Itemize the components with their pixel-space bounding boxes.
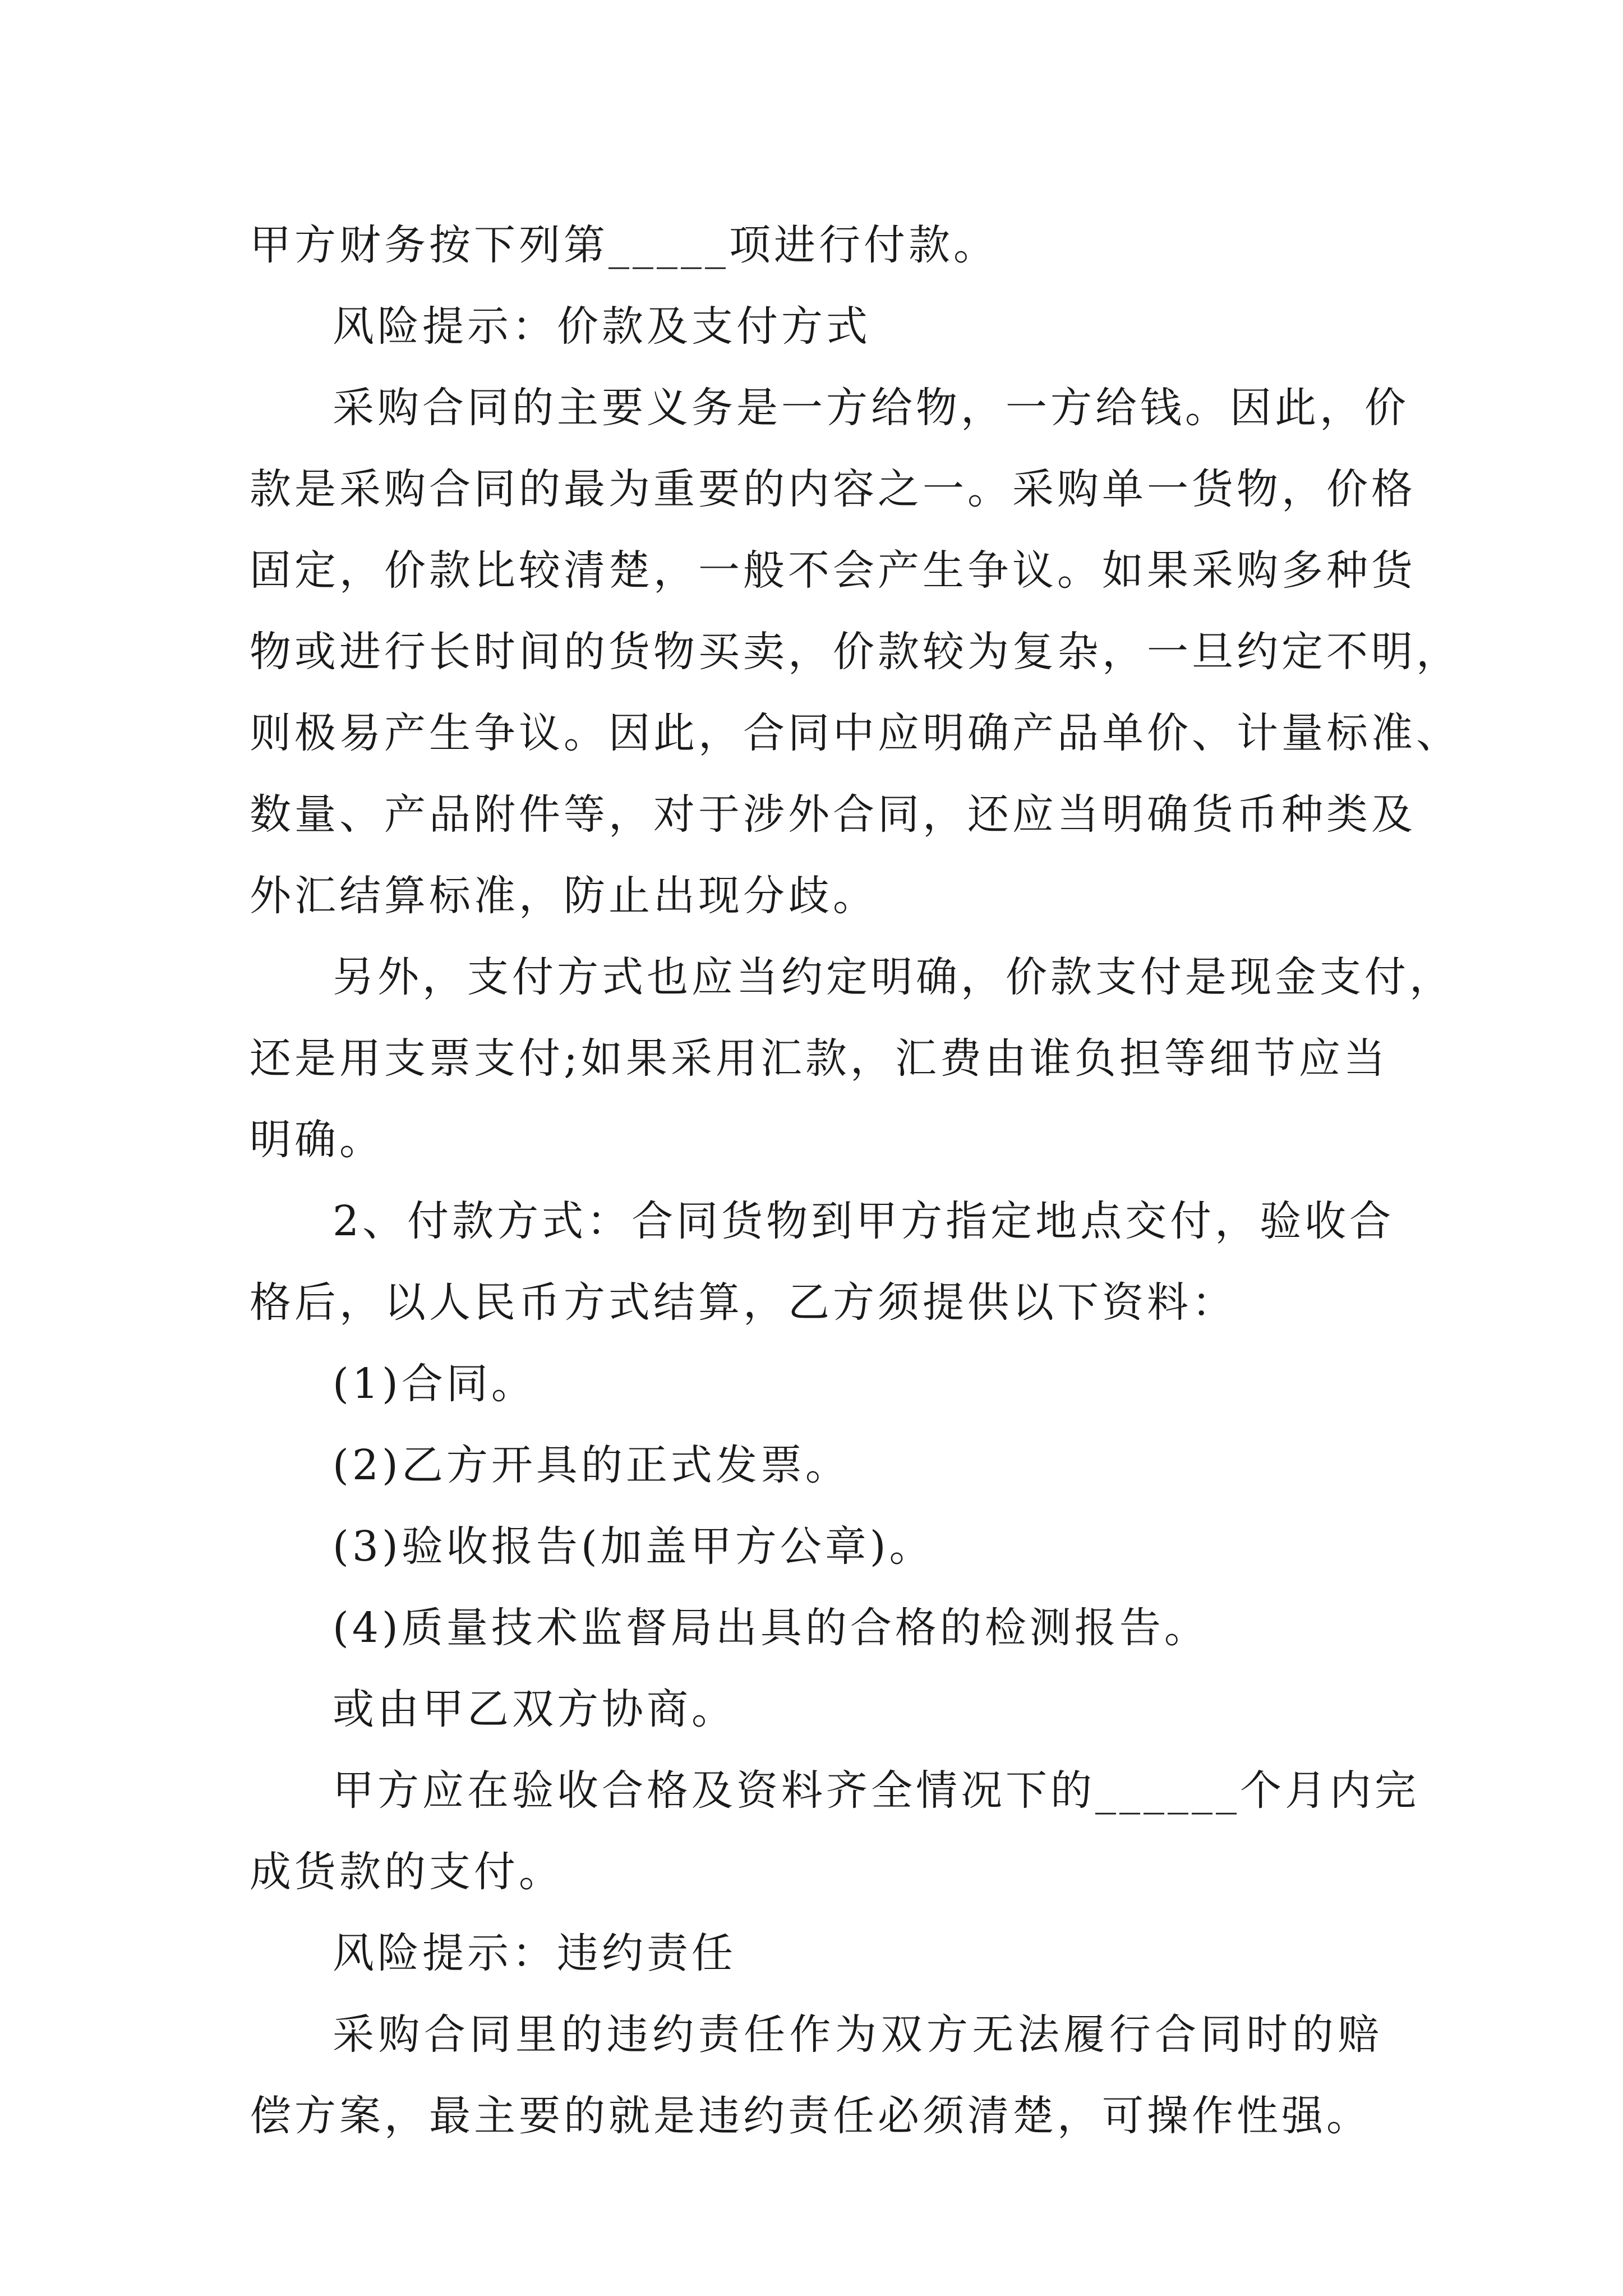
heading-risk-payment: 风险提示：价款及支付方式 <box>333 302 871 351</box>
text-line: 另外，支付方式也应当约定明确，价款支付是现金支付， <box>333 953 1454 1001</box>
text-line: 外汇结算标准，防止出现分歧。 <box>250 872 878 920</box>
list-item: (4)质量技术监督局出具的合格的检测报告。 <box>333 1604 1209 1652</box>
text-line: 还是用支票支付;如果采用汇款，汇费由谁负担等细节应当 <box>250 1034 1389 1083</box>
text-line: 物或进行长时间的货物买卖，价款较为复杂，一旦约定不明， <box>250 628 1461 676</box>
text-line: 采购合同里的违约责任作为双方无法履行合同时的赔 <box>333 2010 1382 2059</box>
text-line: 固定，价款比较清楚，一般不会产生争议。如果采购多种货 <box>250 546 1416 595</box>
heading-risk-liability: 风险提示：违约责任 <box>333 1929 736 1977</box>
text-line: 采购合同的主要义务是一方给物，一方给钱。因此，价 <box>333 384 1409 432</box>
text-line: 明确。 <box>250 1116 384 1164</box>
document-body <box>250 205 1461 2157</box>
text-line: 或由甲乙双方协商。 <box>333 1685 736 1733</box>
text-line: 格后，以人民币方式结算，乙方须提供以下资料： <box>250 1278 1237 1327</box>
text-line: 甲方财务按下列第_____项进行付款。 <box>250 221 998 269</box>
list-item: (2)乙方开具的正式发票。 <box>333 1441 850 1489</box>
list-item: (1)合同。 <box>333 1360 536 1408</box>
text-line: 成货款的支付。 <box>250 1848 564 1896</box>
list-item: (3)验收报告(加盖甲方公章)。 <box>333 1522 934 1571</box>
text-line: 2、付款方式：合同货物到甲方指定地点交付，验收合 <box>333 1197 1395 1245</box>
text-line: 则极易产生争议。因此，合同中应明确产品单价、计量标准、 <box>250 709 1461 757</box>
text-line: 偿方案，最主要的就是违约责任必须清楚，可操作性强。 <box>250 2092 1371 2140</box>
text-line: 甲方应在验收合格及资料齐全情况下的______个月内完 <box>333 1766 1419 1815</box>
text-line: 款是采购合同的最为重要的内容之一。采购单一货物，价格 <box>250 465 1416 513</box>
text-line: 数量、产品附件等，对于涉外合同，还应当明确货币种类及 <box>250 790 1416 839</box>
